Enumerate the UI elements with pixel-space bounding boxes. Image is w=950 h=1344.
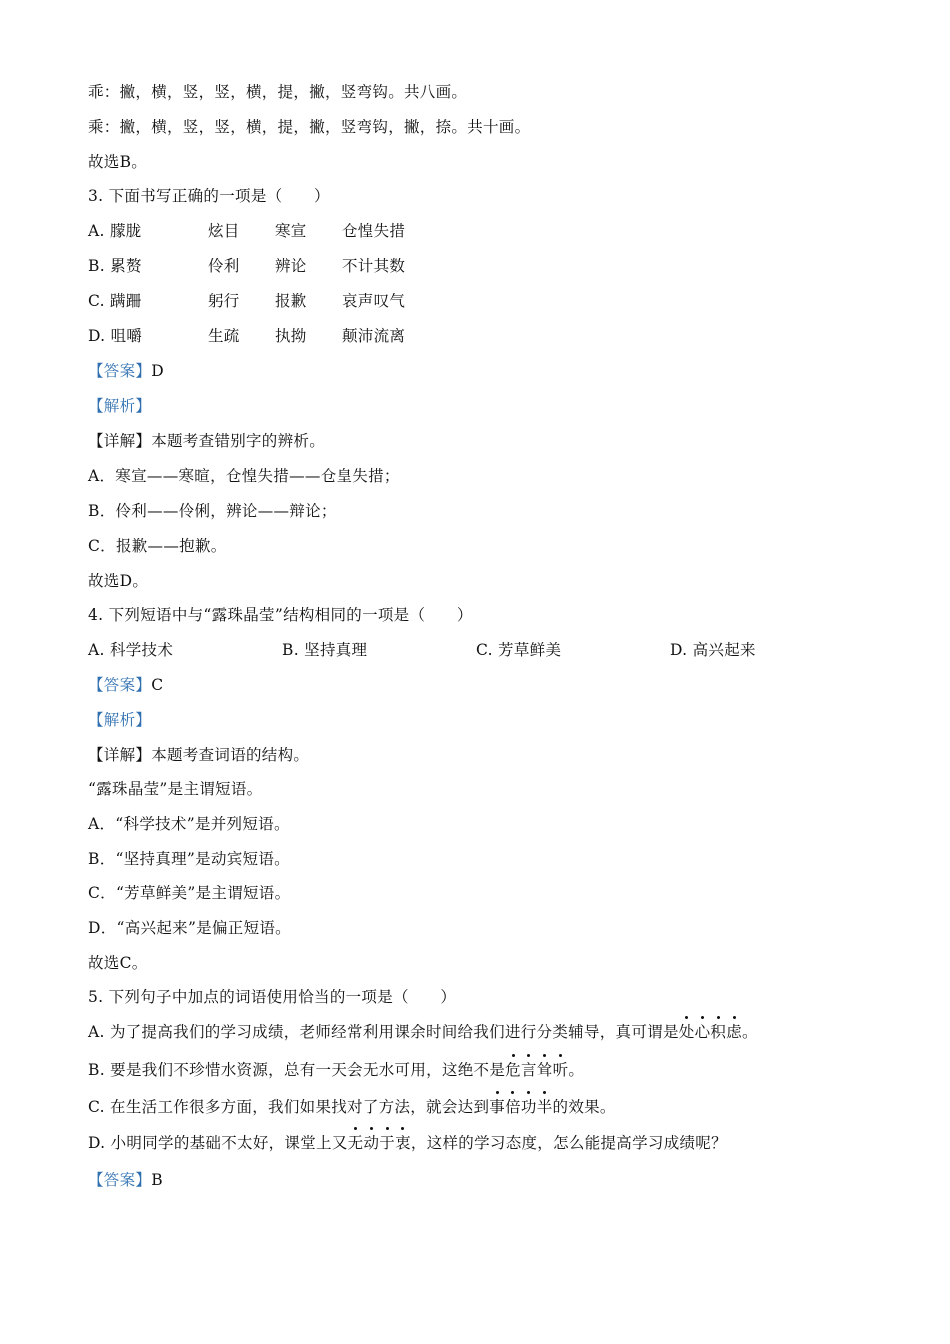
dotted-char: 积 [710, 1023, 727, 1041]
q3-option-cell: 不计其数 [342, 257, 406, 275]
dotted-char: 倍 [505, 1098, 521, 1116]
q4-intro: “露珠晶莹”是主谓短语。 [88, 780, 263, 798]
stroke-conclusion: 故选B。 [88, 153, 148, 171]
q3-analysis-tag: 【解析】 [88, 397, 152, 415]
answer-value: D [151, 362, 164, 380]
dotted-char: 无 [347, 1134, 364, 1152]
dotted-char: 衷 [395, 1134, 411, 1152]
q5-option-text: A. 为了提高我们的学习成绩，老师经常利用课余时间给我们进行分类辅导，真可谓是 [88, 1023, 679, 1041]
q3-expl-b: B．伶利——伶俐，辨论——辩论； [88, 502, 337, 520]
dotted-char: 危 [505, 1061, 521, 1079]
answer-value: C [151, 676, 164, 694]
q3-option-a [88, 221, 462, 241]
q3-detail: 【详解】本题考查错别字的辨析。 [88, 432, 326, 450]
q5-option-d [88, 1133, 727, 1153]
q3-option-cell: 寒宣 [275, 222, 307, 240]
stroke-line-1: 乖：撇，横，竖，竖，横，提，撇，竖弯钩。共八画。 [88, 83, 468, 101]
q4-expl-d: D．“高兴起来”是偏正短语。 [88, 919, 291, 937]
answer-value: B [151, 1171, 163, 1189]
dotted-phrase [489, 1098, 552, 1116]
q5-option-text: 。 [568, 1061, 585, 1079]
dotted-char: 动 [363, 1134, 380, 1152]
dotted-char: 言 [520, 1061, 537, 1079]
q3-option-cell: B. 累赘 [88, 257, 142, 275]
q4-expl-a: A．“科学技术”是并列短语。 [88, 815, 290, 833]
q3-conclusion: 故选D。 [88, 572, 149, 590]
q3-option-c [88, 291, 462, 311]
q4-option-b: B. 坚持真理 [282, 641, 368, 659]
q3-option-cell: A. 朦胧 [88, 222, 142, 240]
dotted-char: 事 [489, 1098, 506, 1116]
dotted-phrase [348, 1134, 411, 1152]
q4-question: 4. 下列短语中与“露珠晶莹”结构相同的一项是（ ） [88, 606, 473, 624]
q5-option-text: B. 要是我们不珍惜水资源，总有一天会无水可用，这绝不是 [88, 1061, 506, 1079]
q3-option-cell: 执拗 [275, 327, 307, 345]
q3-expl-a: A．寒宣——寒暄，仓惶失措——仓皇失措； [88, 467, 400, 485]
q3-option-cell: D. 咀嚼 [88, 327, 143, 345]
q5-option-a [88, 1022, 758, 1042]
q3-option-cell: 哀声叹气 [342, 292, 406, 310]
q3-option-cell: 仓惶失措 [342, 222, 406, 240]
answer-tag: 【答案】 [88, 362, 152, 380]
q4-options [88, 640, 868, 660]
q5-option-b [88, 1060, 584, 1080]
answer-tag: 【答案】 [88, 676, 152, 694]
q5-option-text: D. 小明同学的基础不太好，课堂上又 [88, 1134, 348, 1152]
q3-option-b [88, 256, 462, 276]
dotted-phrase [505, 1061, 568, 1079]
dotted-char: 半 [536, 1098, 553, 1116]
dotted-char: 虑 [726, 1023, 742, 1041]
answer-tag: 【答案】 [88, 1171, 152, 1189]
q4-option-a: A. 科学技术 [88, 641, 174, 659]
dotted-char: 心 [694, 1023, 711, 1041]
q4-expl-b: B．“坚持真理”是动宾短语。 [88, 850, 290, 868]
q5-question: 5. 下列句子中加点的词语使用恰当的一项是（ ） [88, 988, 457, 1006]
dotted-char: 耸 [536, 1061, 553, 1079]
q3-option-cell: 炫目 [208, 222, 240, 240]
q3-option-cell: 伶利 [208, 257, 240, 275]
q5-option-c [88, 1097, 616, 1117]
q3-option-cell: 报歉 [275, 292, 307, 310]
q3-option-cell: C. 蹒跚 [88, 292, 142, 310]
q4-option-d: D. 高兴起来 [670, 641, 756, 659]
q4-conclusion: 故选C。 [88, 954, 148, 972]
q4-analysis-tag: 【解析】 [88, 711, 152, 729]
dotted-char: 功 [520, 1098, 537, 1116]
q3-option-d [88, 326, 462, 346]
q3-answer [88, 361, 164, 381]
stroke-line-2: 乘：撇，横，竖，竖，横，提，撇，竖弯钩，撇，捺。共十画。 [88, 118, 531, 136]
q4-option-c: C. 芳草鲜美 [476, 641, 562, 659]
q3-option-cell: 颠沛流离 [342, 327, 406, 345]
q4-answer [88, 675, 163, 695]
dotted-char: 于 [379, 1134, 396, 1152]
q5-option-text: C. 在生活工作很多方面，我们如果找对了方法，就会达到 [88, 1098, 490, 1116]
q4-detail: 【详解】本题考查词语的结构。 [88, 746, 310, 764]
q3-option-cell: 躬行 [208, 292, 240, 310]
q3-question: 3. 下面书写正确的一项是（ ） [88, 187, 330, 205]
q5-option-text: 。 [742, 1023, 758, 1041]
q3-expl-c: C．报歉——抱歉。 [88, 537, 227, 555]
q3-option-cell: 辨论 [275, 257, 307, 275]
q5-answer [88, 1170, 163, 1190]
q5-option-text: ，这样的学习态度，怎么能提高学习成绩呢？ [410, 1134, 727, 1152]
dotted-char: 处 [678, 1023, 695, 1041]
dotted-char: 听 [552, 1061, 569, 1079]
q3-option-cell: 生疏 [208, 327, 240, 345]
q4-expl-c: C．“芳草鲜美”是主谓短语。 [88, 884, 291, 902]
dotted-phrase [679, 1023, 742, 1041]
q5-option-text: 的效果。 [552, 1098, 616, 1116]
